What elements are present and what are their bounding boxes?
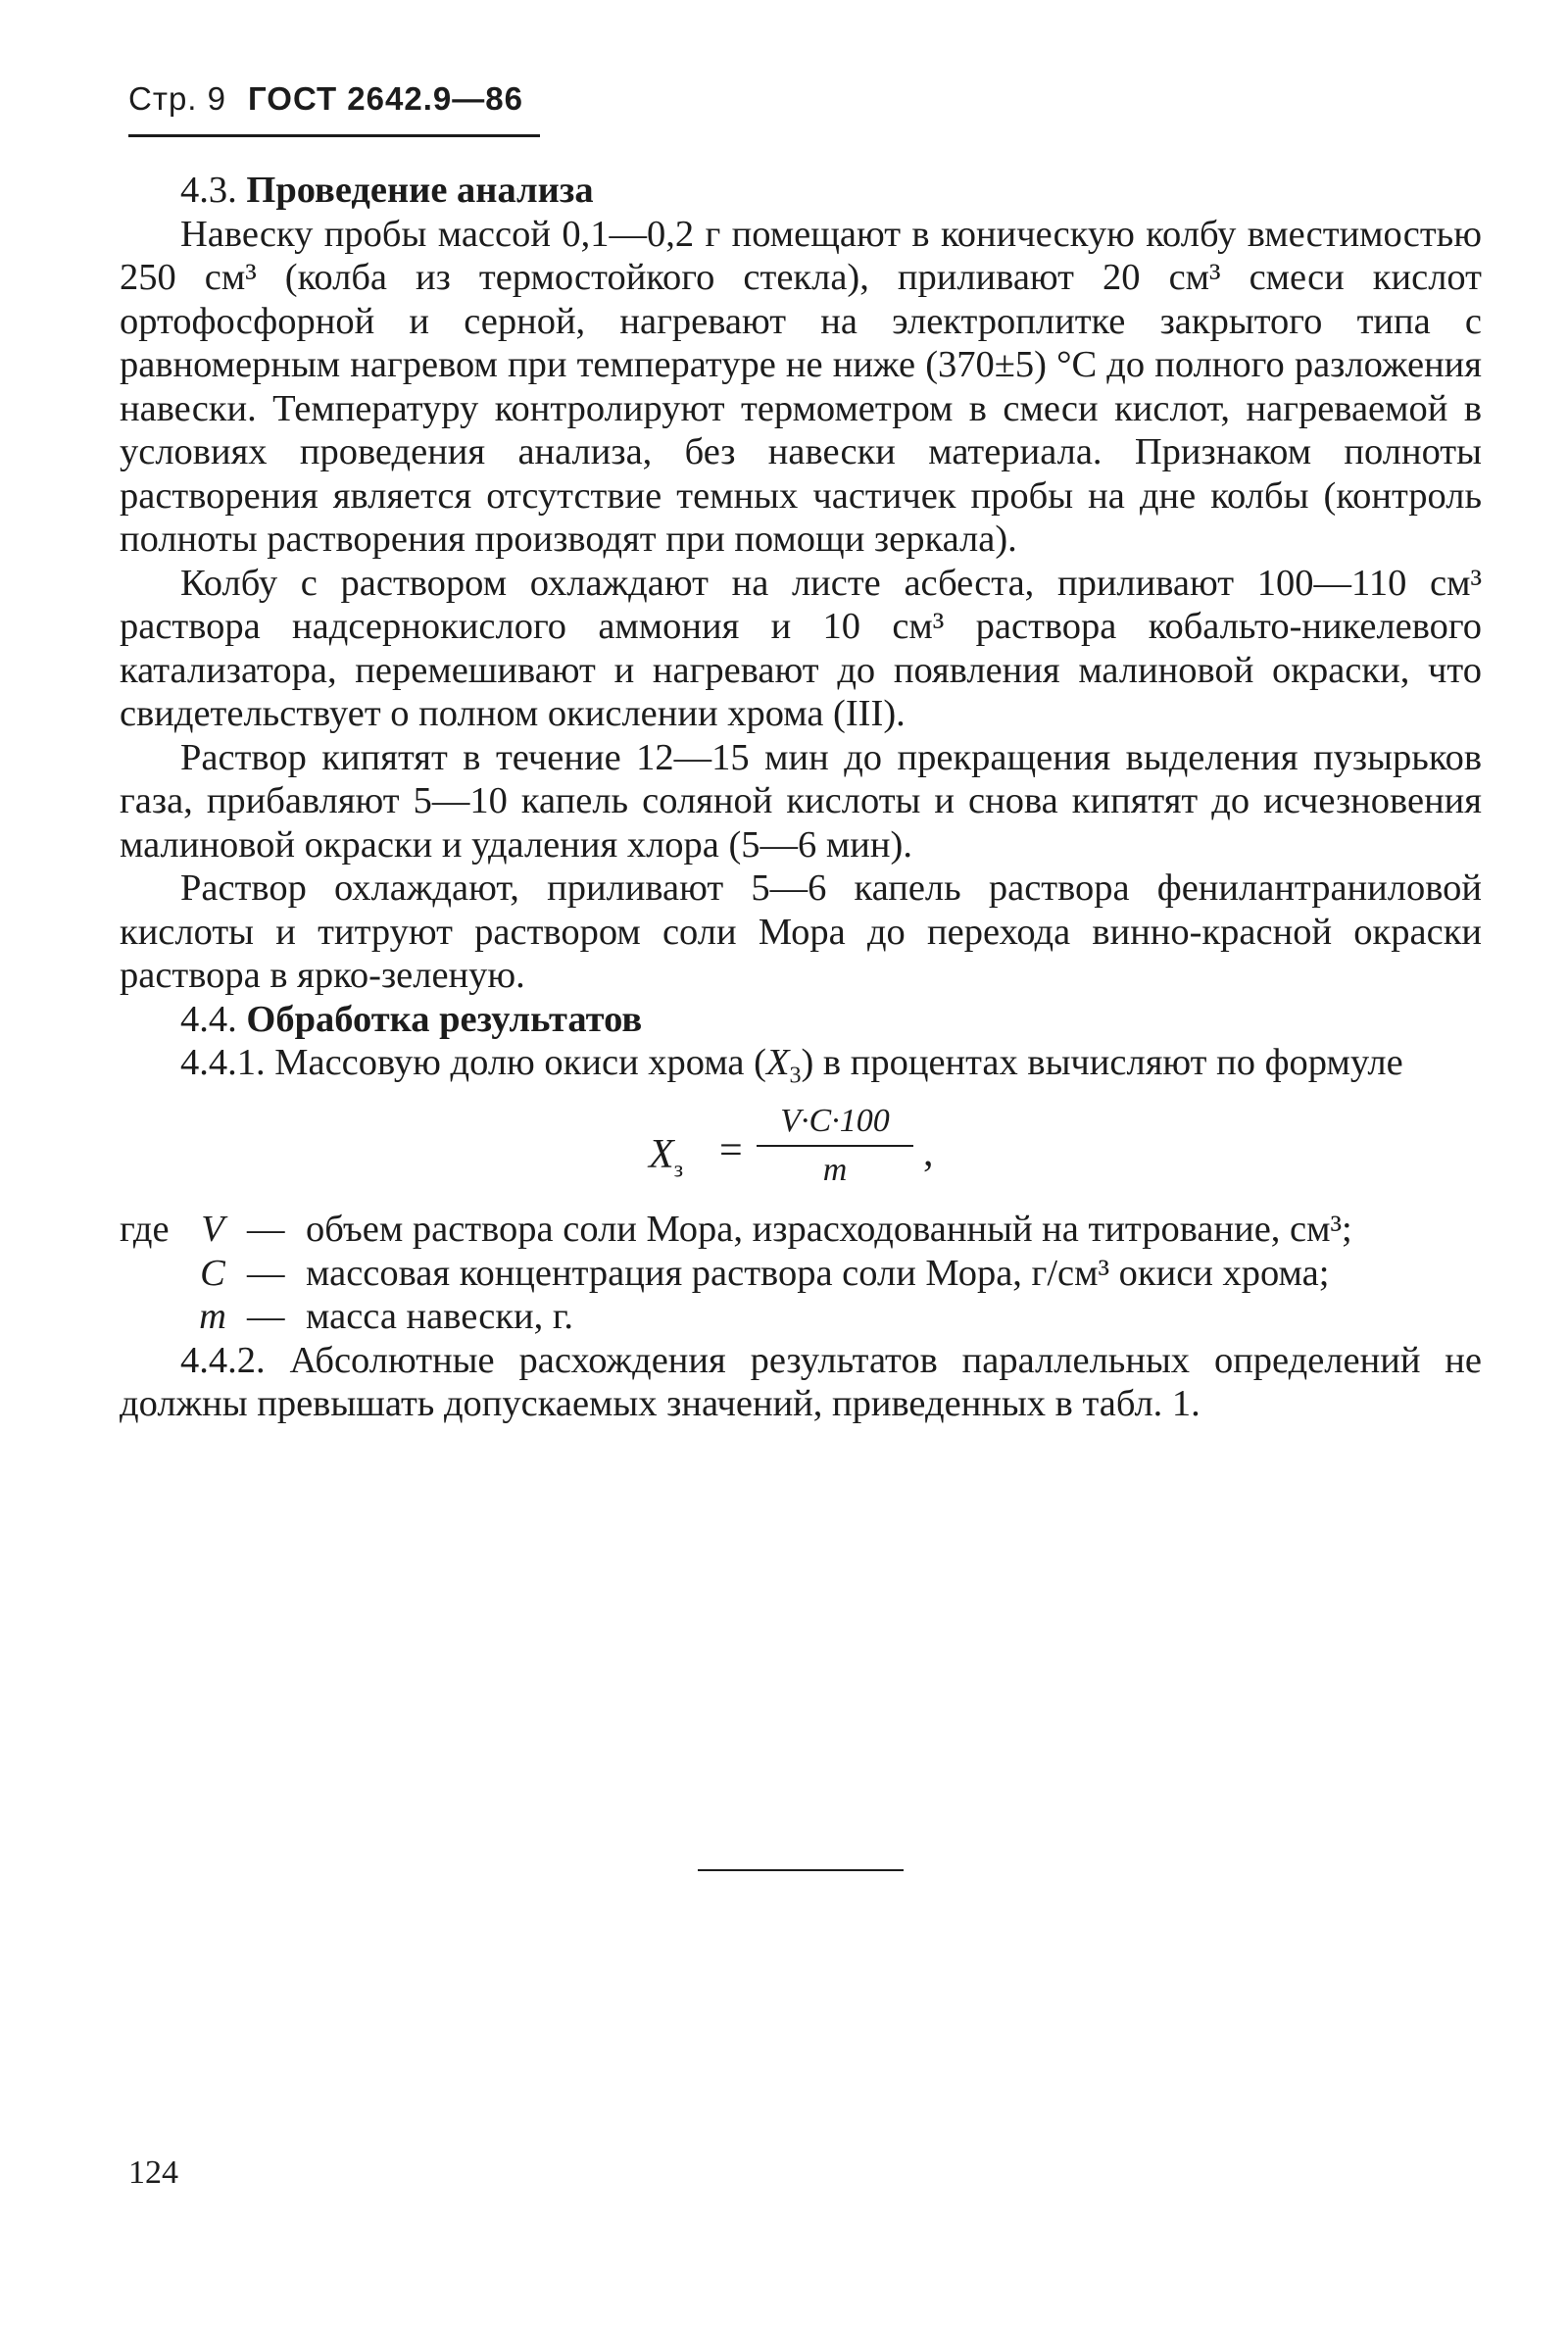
- paragraph-sample-digestion: Навеску пробы массой 0,1—0,2 г помещают в коническую колбу вместимостью 250 см³ (колба из термостойкого стекла), приливают 20 см³ смеси кислот ортофосфорной и серной, нагревают на электроплитке закрытого типа с равномерным нагревом при температуре не ниже (370±5) °С до полного разложения навески. Температуру контролируют термометром в смеси кислот, нагреваемой в условиях проведения анализа, без навески материала. Признаком полноты растворения является отсутствие темных частичек пробы на дне колбы (контроль полноты растворения производят при помощи зеркала).: [120, 213, 1482, 560]
- section-4-3-heading: [120, 169, 1482, 213]
- document-code: ГОСТ 2642.9—86: [248, 80, 523, 117]
- page-number: 124: [128, 2154, 178, 2191]
- variable-definitions: [120, 1208, 1482, 1339]
- definition-text: масса навески, г.: [306, 1296, 573, 1338]
- section-title: Проведение анализа: [246, 170, 594, 211]
- definition-row: [120, 1252, 1482, 1296]
- definition-text: массовая концентрация раствора соли Мора, г/см³ окиси хрома;: [306, 1252, 1330, 1294]
- end-rule: [698, 1869, 904, 1871]
- paragraph-formula-intro: 4.4.1. Массовую долю окиси хрома $(X_3)$ в процентах вычисляют по формуле: [180, 1042, 1403, 1089]
- paragraph-discrepancy: 4.4.2. Абсолютные расхождения результатов параллельных определений не должны превышать допускаемых значений, приведенных в табл. 1.: [120, 1339, 1482, 1425]
- section-title: Обработка результатов: [246, 998, 643, 1040]
- section-4-4-heading: [120, 998, 1482, 1042]
- formula-numerator: V·C·100: [780, 1103, 890, 1140]
- formula-comma: ,: [923, 1130, 934, 1176]
- definition-dash: —: [247, 1296, 285, 1338]
- definition-dash: —: [247, 1252, 285, 1294]
- formula-denominator: m: [822, 1152, 848, 1189]
- formula-x3: [120, 1102, 1482, 1200]
- running-header: [128, 80, 523, 118]
- page-label: Стр. 9: [128, 80, 226, 117]
- page-body: [120, 169, 1482, 1426]
- definition-row: [120, 1208, 1482, 1252]
- definition-dash: —: [247, 1209, 285, 1251]
- paragraph-titration: Раствор охлаждают, приливают 5—6 капель раствора фенилантраниловой кислоты и титруют раствором соли Мора до перехода винно-красной окраски раствора в ярко-зеленую.: [120, 867, 1482, 996]
- definition-row: [120, 1295, 1482, 1339]
- formula-lhs: $X_з$: [649, 1132, 684, 1183]
- formula-equals: =: [719, 1128, 743, 1174]
- variable-x3: $X_3$: [765, 1042, 802, 1089]
- formula-fraction: [757, 1102, 913, 1190]
- paragraph-boiling: Раствор кипятят в течение 12—15 мин до прекращения выделения пузырьков газа, прибавляют 5—10 капель соляной кислоты и снова кипятят до исчезновения малиновой окраски и удаления хлора (5—6 мин).: [120, 736, 1482, 866]
- paragraph-oxidation: Колбу с раствором охлаждают на листе асбеста, приливают 100—110 см³ раствора надсернокислого аммония и 10 см³ раствора кобальто-никелевого катализатора, перемешивают и нагревают до появления малиновой окраски, что свидетельствует о полном окислении хрома (III).: [120, 562, 1482, 734]
- fraction-bar: [757, 1145, 913, 1147]
- definition-symbol: C: [200, 1252, 225, 1294]
- definition-symbol: V: [201, 1209, 224, 1251]
- section-number: 4.4.: [180, 998, 237, 1040]
- definition-text: объем раствора соли Мора, израсходованный на титрование, см³;: [306, 1209, 1352, 1251]
- section-number: 4.3.: [180, 170, 237, 211]
- definition-symbol: m: [199, 1296, 226, 1338]
- definition-lead: где: [120, 1209, 170, 1251]
- header-rule: [128, 134, 540, 137]
